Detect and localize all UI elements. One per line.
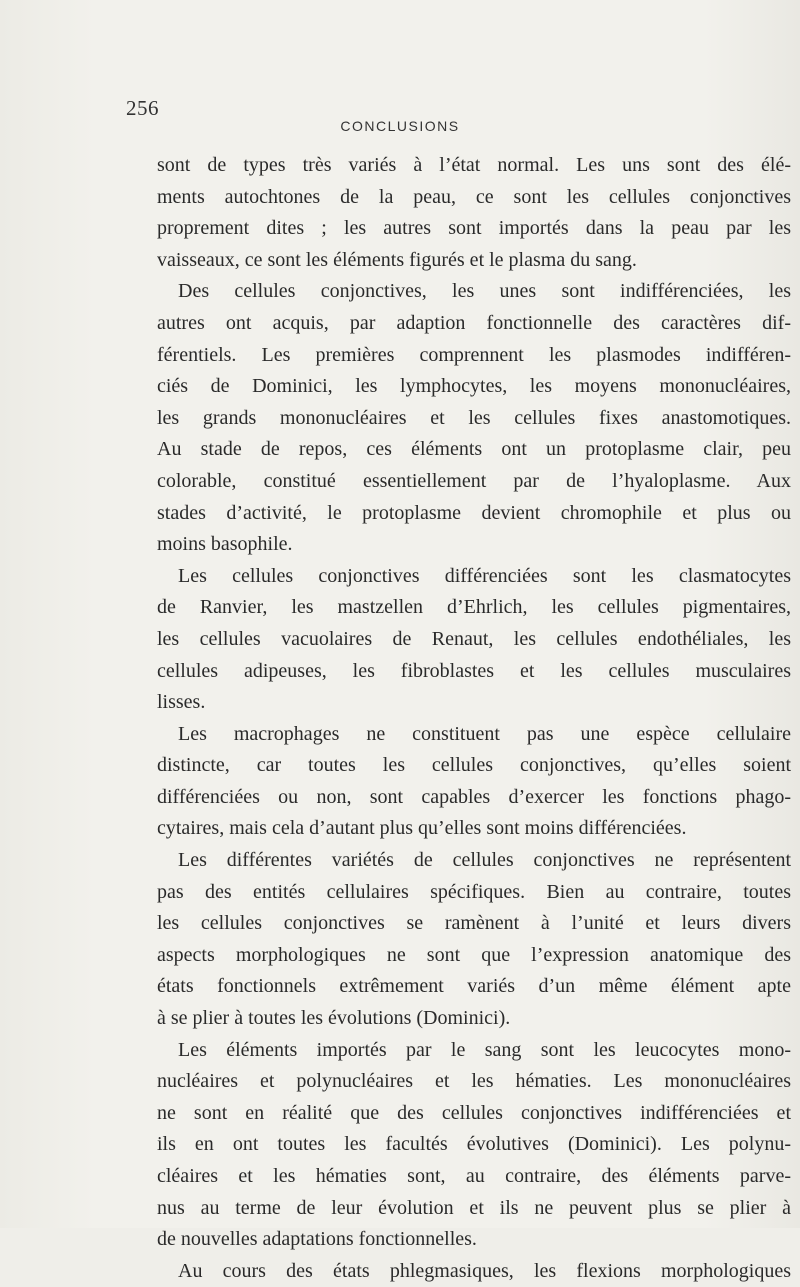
text-line: Les éléments importés par le sang sont les leucocytes mono-: [178, 1038, 791, 1061]
text-line: proprement dites ; les autres sont importés dans la peau par les: [157, 217, 791, 240]
text-line: autres ont acquis, par adaption fonctionnelle des caractères dif-: [157, 311, 791, 334]
text-line: ments autochtones de la peau, ce sont les cellules conjonctives: [157, 185, 791, 208]
text-line: Au stade de repos, ces éléments ont un protoplasme clair, peu: [157, 438, 791, 461]
text-line: ne sont en réalité que des cellules conjonctives indifférenciées et: [157, 1101, 791, 1124]
text-line: à se plier à toutes les évolutions (Dominici).: [157, 1007, 511, 1030]
text-line: pas des entités cellulaires spécifiques. Bien au contraire, toutes: [157, 880, 791, 903]
text-line: nucléaires et polynucléaires et les hématies. Les mononucléaires: [157, 1070, 791, 1093]
text-line: de Ranvier, les mastzellen d’Ehrlich, les cellules pigmentaires,: [157, 596, 791, 619]
text-line: lisses.: [157, 691, 206, 714]
text-line: les cellules vacuolaires de Renaut, les cellules endothéliales, les: [157, 627, 791, 650]
text-line: de nouvelles adaptations fonctionnelles.: [157, 1228, 477, 1251]
text-line: colorable, constitué essentiellement par de l’hyaloplasme. Aux: [157, 469, 791, 492]
running-head: CONCLUSIONS: [340, 118, 460, 134]
text-line: aspects morphologiques ne sont que l’expression anatomique des: [157, 943, 791, 966]
text-line: Les différentes variétés de cellules conjonctives ne représentent: [178, 849, 791, 872]
text-line: les grands mononucléaires et les cellules fixes anastomotiques.: [157, 406, 791, 429]
text-line: nus au terme de leur évolution et ils ne peuvent plus se plier à: [157, 1196, 791, 1219]
text-line: états fonctionnels extrêmement variés d’un même élément apte: [157, 975, 791, 998]
text-line: cellules adipeuses, les fibroblastes et les cellules musculaires: [157, 659, 791, 682]
text-line: Des cellules conjonctives, les unes sont indifférenciées, les: [178, 280, 791, 303]
text-line: moins basophile.: [157, 533, 293, 556]
text-line: cytaires, mais cela d’autant plus qu’elles sont moins différenciées.: [157, 817, 687, 840]
text-line: Les cellules conjonctives différenciées sont les clasmatocytes: [178, 564, 791, 587]
text-line: Les macrophages ne constituent pas une espèce cellulaire: [178, 722, 791, 745]
text-line: ciés de Dominici, les lymphocytes, les moyens mononucléaires,: [157, 375, 791, 398]
text-line: stades d’activité, le protoplasme devient chromophile et plus ou: [157, 501, 791, 524]
text-line: vaisseaux, ce sont les éléments figurés et le plasma du sang.: [157, 248, 637, 271]
text-line: ils en ont toutes les facultés évolutives (Dominici). Les polynu-: [157, 1133, 791, 1156]
text-line: distincte, car toutes les cellules conjonctives, qu’elles soient: [157, 754, 791, 777]
text-line: sont de types très variés à l’état normal. Les uns sont des élé-: [157, 154, 791, 176]
text-line: cléaires et les hématies sont, au contraire, des éléments parve-: [157, 1165, 791, 1187]
text-line: férentiels. Les premières comprennent les plasmodes indifféren-: [157, 343, 791, 366]
page-number: 256: [126, 96, 159, 120]
text-line: différenciées ou non, sont capables d’exercer les fonctions phago-: [157, 785, 791, 808]
text-line: les cellules conjonctives se ramènent à l’unité et leurs divers: [157, 912, 791, 935]
body-text: [157, 150, 791, 1287]
text-line: Au cours des états phlegmasiques, les flexions morphologiques: [178, 1259, 791, 1282]
